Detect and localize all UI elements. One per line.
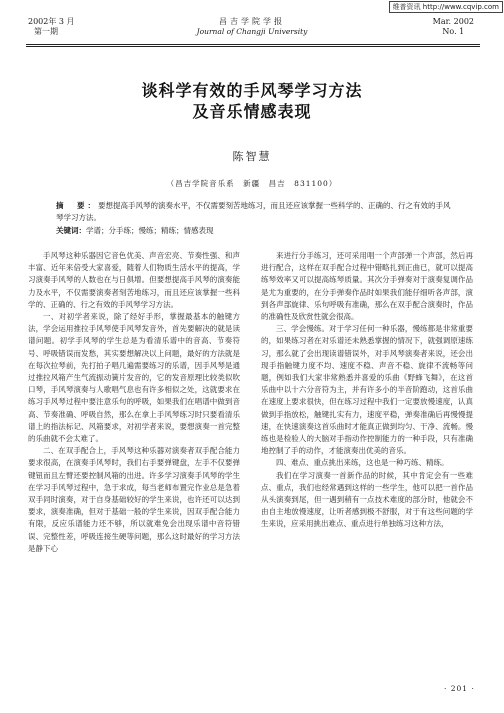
- paragraph: 三、学会慢练。对于学习任何一种乐器，慢练都是非常重要的，如果练习者在对乐谱还未熟悉掌握的情况下，就强调原速练习，那么就了会出现读谱错误外，对手风琴演奏者来说，还会出现手指触键力度不均、速度不稳、声音不稳、旋律不流畅等问题，例如我们大家非常熟悉并喜爱的乐曲《野蜂飞舞》，在这首乐曲中以十六分音符为主，并有许多小的半音阶跑动，这首乐曲在速度上要求很快，但在练习过程中我们一定要放慢速度，认真做到手指放松，触键扎实有力，速度平稳，弹奏准确后再慢慢提速，在快速演奏这首乐曲时才能真正做到均匀、干净、流畅。慢练也是检验人的大脑对手指动作控制能力的一种手段，只有准确地控制了手的动作，才能演奏出优美的音乐。: [261, 324, 473, 456]
- abstract-block: [56, 200, 456, 237]
- paragraph: 来进行分手练习，还可采用唱一个声部弹一个声部，然后再进行配合，这样在双手配合过程中错略扎到正曲已，就可以提高练琴效率又可以提高练琴质量。其次分手弹奏对于演奏复调作品是尤为重要的，在分手弹奏作品时如果我们能仔细听各声部，演到各声部旋律、乐句呼吸有准确，那么在双手配合演奏时，作品的准确性及欣赏性就会很高。: [261, 251, 473, 322]
- watermark: 维普资讯 http://www.cqvip.com: [389, 1, 503, 13]
- abstract-text-line: [56, 200, 456, 223]
- body-column-right: [261, 250, 473, 531]
- paragraph: 我们在学习演奏一首新作品的时候，其中肯定会有一些难点、重点，我们也经常遇到这样的一些学生，他可以把一首作品从头演奏到尾，但一遇到稍有一点技术难度的部分时，他就会不由自主地放慢速度，让听者感到极不舒服，对于有这些问题的学生来说，应采用挑出难点、重点进行单独练习这种方法，: [261, 470, 473, 529]
- keywords-label: 关键词：: [56, 226, 86, 235]
- header-date-en: Mar. 2002: [432, 17, 474, 26]
- header-date: 2002年 3 月: [28, 17, 75, 26]
- author-name: 陈智慧: [232, 150, 272, 163]
- keywords-text: 学谱；分手练；慢练；精练；情感表现: [86, 226, 214, 235]
- paragraph: 四、难点、重点挑出来练，这也是一种巧练、精练。: [276, 458, 449, 468]
- journal-name-en: Journal of Changji University: [196, 27, 308, 36]
- header-center: [0, 17, 504, 37]
- header-rule-thin: [26, 46, 480, 47]
- article-title: [0, 80, 504, 122]
- abstract-label: 摘 要：: [56, 201, 98, 210]
- paragraph: 手风琴这种乐器因它音色优美、声音宏亮、节奏性强、和声丰富、近年来倍受大家喜爱，随着人们物质生活水平的提高，学习演奏手风琴的人数也在与日俱增。但要想提高手风琴的演奏能力及水平，不仅需要演奏者刻苦地练习，而且还应该掌握一些科学的、正确的、行之有效的手风琴学习方法。: [28, 251, 240, 309]
- keywords-line: [56, 225, 456, 237]
- title-line-2: 及音乐情感表现: [192, 102, 312, 121]
- paragraph: 二、在双手配合上，手风琴这种乐器对演奏者双手配合能力要求很高，在演奏手风琴时，我们右手要弹键盘，左手不仅要弹键钮而且左臂还要控制风箱的出进。许多学习演奏手风琴的学生在学习手风琴过程中，急于求成，每当老师布置完作业总是急着双手同时演奏，对于自身基础较好的学生来说，也许还可以达到要求，演奏准确，但对于基础一般的学生来说，因双手配合能力有限，反应乐谱能力还不够，所以就难免会出现乐谱中音符错误、完整性差，呼吸连接生硬等问题，那么这时最好的学习方法是静下心: [28, 446, 240, 553]
- abstract-text: 要想提高手风琴的演奏水平，不仅需要刻苦地练习，而且还应该掌握一些科学的、正确的、行之有效的手风琴学习方法。: [56, 201, 451, 222]
- running-header: [0, 17, 504, 47]
- author-affiliation: （昌吉学院音乐系 新疆 昌吉 831100）: [166, 179, 338, 188]
- header-no-en: No. 1: [442, 27, 465, 36]
- journal-name-cn: 昌吉学院学报: [219, 17, 285, 26]
- title-line-1: 谈科学有效的手风琴学习方法: [141, 81, 363, 100]
- header-right: [433, 17, 474, 37]
- page-number: · 201 ·: [444, 684, 475, 693]
- header-rule-thick: [26, 44, 480, 45]
- paragraph: 一、对初学者来说，除了经好手形，掌握最基本的触键方法，学会运用推拉手风琴使手风琴发音外，首先要解决的就是读谱问题。初学手风琴的学生总是为看清乐谱中的音高、节奏符号、呼吸错误而发愁，其实要想解决以上问题，最好的方法就是在每次拉琴前，先打拍子唱几遍需要练习的乐谱，因手风琴是通过推拉风箱产生气流振动簧片发音的，它的发音原理比较类似吹口琴，手风琴演奏与人歌唱气息也有许多相似之处，这就要求在练习手风琴过程中要注意乐句的呼吸，如果我们在唱谱中做到音高、节奏准确、呼吸自然，那么在拿上手风琴练习时只要看清乐谱上的指法标记、风箱要求，对初学者来说，要想演奏一首完整的乐曲就不会太难了。: [28, 312, 240, 444]
- body-column-left: [28, 250, 240, 555]
- header-issue: 第一期: [34, 27, 58, 36]
